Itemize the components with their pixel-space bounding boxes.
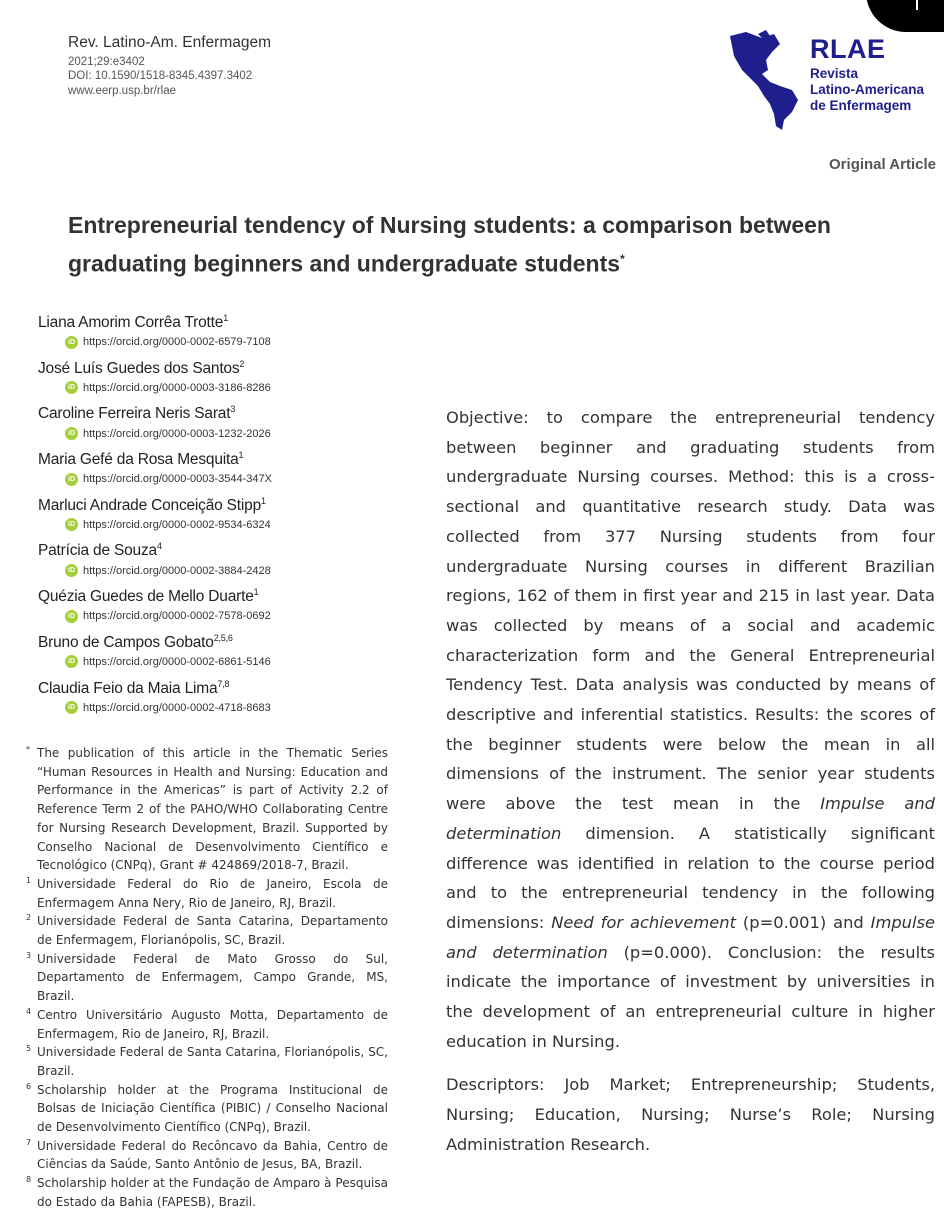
abstract-text xyxy=(446,403,935,1056)
abstract-emphasis-2: Need for achievement xyxy=(551,912,736,932)
footnote xyxy=(26,1006,388,1043)
author-entry xyxy=(38,674,418,720)
orcid-row xyxy=(65,333,418,351)
footnote-mark: 6 xyxy=(26,1081,32,1091)
footnote-mark: 1 xyxy=(26,875,32,885)
orcid-row xyxy=(65,470,418,488)
footnote-text: Universidade Federal de Mato Grosso do Sul, Departamento de Enfermagem, Campo Grande, MS, Brazil. xyxy=(37,951,388,1004)
descriptors: Descriptors: Job Market; Entrepreneurship; Students, Nursing; Education, Nursing; Nurse’s Role; Nursing Administration Research. xyxy=(446,1075,935,1154)
orcid-row xyxy=(65,425,418,443)
footnote-text: Universidade Federal do Recôncavo da Bahia, Centro de Ciências da Saúde, Santo Antônio de Jesus, BA, Brazil. xyxy=(37,1138,388,1172)
orcid-link[interactable]: https://orcid.org/0000-0003-1232-2026 xyxy=(83,427,271,440)
abstract-emphasis-3: Impulse and determination xyxy=(446,912,935,962)
orcid-icon: iD xyxy=(65,381,78,394)
author-name xyxy=(38,445,418,470)
author-entry xyxy=(38,536,418,582)
logo-abbreviation: RLAE xyxy=(810,34,886,64)
journal-url: www.eerp.usp.br/rlae xyxy=(68,85,177,98)
orcid-row xyxy=(65,607,418,625)
author-affiliation-mark: 2,5,6 xyxy=(213,632,233,643)
orcid-icon: iD xyxy=(65,610,78,623)
article-type: Original Article xyxy=(829,156,936,173)
logo-line-1: Revista xyxy=(810,66,859,81)
author-name-text: Maria Gefé da Rosa Mesquita xyxy=(38,451,239,469)
abstract-part-2: dimension. A statistically significant difference was identified in relation to the course period and to the entrepreneurial tendency in the following dimensions: xyxy=(446,823,935,932)
abstract-part-1: Objective: to compare the entrepreneurial tendency between beginner and graduating students from undergraduate Nursing courses. Method: this is a cross-sectional and quantitative research study. Data was collected from 377 Nursing students from four undergraduate Nursing courses in different Brazilian regions, 162 of them in first year and 215 in last year. Data was collected by means of a social and academic characterization form and the General Entrepreneurial Tendency Test. Data analysis was conducted by means of descriptive and inferential statistics. Results: the scores of the beginner students were below the mean in all dimensions of the instrument. The senior year students were above the test mean in the xyxy=(446,408,935,814)
footnote-mark: 2 xyxy=(26,913,32,923)
abstract-part-4: (p=0.000). Conclusion: the results indicate the importance of investment by universities in the development of an entrepreneurial culture in higher education in Nursing. xyxy=(446,942,935,1051)
author-affiliation-mark: 1 xyxy=(238,450,244,461)
author-affiliation-mark: 2 xyxy=(239,358,245,369)
author-name xyxy=(38,491,418,516)
author-affiliation-mark: 1 xyxy=(223,313,228,323)
author-entry xyxy=(38,354,418,400)
abstract xyxy=(446,403,935,1160)
footnote-mark: 7 xyxy=(26,1137,32,1147)
footnote-text: Centro Universitário Augusto Motta, Departamento de Enfermagem, Rio de Janeiro, RJ, Brazil. xyxy=(37,1007,388,1041)
footnote-text: Universidade Federal de Santa Catarina, Departamento de Enfermagem, Florianópolis, SC, Brazil. xyxy=(37,914,388,948)
author-affiliation-mark: 1 xyxy=(261,495,266,506)
footnote xyxy=(26,912,388,949)
footnote xyxy=(26,1137,388,1174)
logo-line-3: de Enfermagem xyxy=(810,98,912,113)
title-text: Entrepreneurial tendency of Nursing students: a comparison between graduating beginners and undergraduate students xyxy=(68,212,831,277)
americas-map-icon xyxy=(728,30,818,130)
orcid-link[interactable]: https://orcid.org/0000-0002-7578-0692 xyxy=(83,610,271,623)
footnote-mark: 3 xyxy=(26,950,32,960)
orcid-row xyxy=(65,379,418,397)
orcid-link[interactable]: https://orcid.org/0000-0002-6861-5146 xyxy=(83,655,271,668)
author-affiliation-mark: 7,8 xyxy=(217,678,230,689)
author-name xyxy=(38,674,418,699)
corner-tab xyxy=(866,0,944,32)
author-name xyxy=(38,354,418,379)
orcid-row xyxy=(65,699,418,717)
orcid-icon: iD xyxy=(65,336,78,349)
footnote xyxy=(26,875,388,912)
journal-name: Rev. Latino-Am. Enfermagem xyxy=(68,34,272,51)
article-title xyxy=(68,208,918,281)
orcid-link[interactable]: https://orcid.org/0000-0003-3544-347X xyxy=(83,473,272,486)
doi: DOI: 10.1590/1518-8345.4397.3402 xyxy=(68,70,253,83)
footnote-mark: 5 xyxy=(26,1044,32,1054)
author-name-text: José Luís Guedes dos Santos xyxy=(38,359,240,377)
footnote xyxy=(26,1043,388,1080)
orcid-icon: iD xyxy=(65,564,78,577)
abstract-part-3: (p=0.001) and xyxy=(736,912,871,932)
orcid-icon: iD xyxy=(65,655,78,668)
abstract-emphasis-1: Impulse and determination xyxy=(446,794,935,843)
footnote-text: Scholarship holder at the Programa Institucional de Bolsas de Iniciação Científica (PIBIC) / Conselho Nacional de Desenvolvimento Científico (CNPq), Brazil. xyxy=(37,1082,388,1135)
footnote-text: Universidade Federal de Santa Catarina, Florianópolis, SC, Brazil. xyxy=(37,1045,388,1078)
author-name xyxy=(38,308,418,333)
footnote-text: Scholarship holder at the Fundação de Amparo à Pesquisa do Estado da Bahia (FAPESB), Brazil. xyxy=(37,1176,388,1209)
footnote-text: The publication of this article in the Thematic Series “Human Resources in Health and Nursing: Education and Performance in the Americas” is part of Activity 2.2 of Reference Term 2 of the PAHO/WHO Collaborating Centre for Nursing Research Development, Brazil. Supported by Conselho Nacional de Desenvolvimento Científico e Tecnológico (CNPq), Grant # 424869/2018-7, Brazil. xyxy=(37,746,388,873)
orcid-icon: iD xyxy=(65,518,78,531)
orcid-link[interactable]: https://orcid.org/0000-0002-4718-8683 xyxy=(83,701,271,714)
orcid-link[interactable]: https://orcid.org/0000-0002-6579-7108 xyxy=(83,336,271,349)
journal-year-ref: 2021;29:e3402 xyxy=(68,55,145,68)
footnotes xyxy=(26,744,388,1212)
footnote xyxy=(26,1174,388,1211)
author-name xyxy=(38,536,418,561)
author-name-text: Bruno de Campos Gobato xyxy=(38,633,214,651)
footnote xyxy=(26,1081,388,1137)
author-name xyxy=(38,628,418,653)
logo-line-2: Latino-Americana xyxy=(810,82,925,97)
author-entry xyxy=(38,491,418,537)
journal-logo xyxy=(728,30,938,130)
author-entry xyxy=(38,628,418,674)
orcid-row xyxy=(65,653,418,671)
orcid-row xyxy=(65,516,418,534)
author-name xyxy=(38,582,418,607)
author-name-text: Patrícia de Souza xyxy=(38,542,157,560)
orcid-icon: iD xyxy=(65,427,78,440)
orcid-icon: iD xyxy=(65,473,78,486)
author-name xyxy=(38,399,418,424)
author-entry xyxy=(38,582,418,628)
author-name-text: Quézia Guedes de Mello Duarte xyxy=(38,588,254,606)
author-name-text: Claudia Feio da Maia Lima xyxy=(38,679,218,697)
author-entry xyxy=(38,308,418,354)
orcid-link[interactable]: https://orcid.org/0000-0002-9534-6324 xyxy=(83,518,271,531)
footnote-mark: * xyxy=(26,745,30,754)
journal-header xyxy=(68,34,271,99)
author-entry xyxy=(38,445,418,491)
orcid-link[interactable]: https://orcid.org/0000-0003-3186-8286 xyxy=(83,381,271,394)
footnote-text: Universidade Federal do Rio de Janeiro, Escola de Enfermagem Anna Nery, Rio de Janeiro, RJ, Brazil. xyxy=(37,876,388,910)
author-list xyxy=(38,308,418,719)
orcid-icon: iD xyxy=(65,701,78,714)
author-affiliation-mark: 4 xyxy=(156,541,162,552)
footnote-mark: 8 xyxy=(26,1175,32,1185)
author-entry xyxy=(38,399,418,445)
author-affiliation-mark: 1 xyxy=(253,587,259,598)
author-name-text: Caroline Ferreira Neris Sarat xyxy=(38,405,231,423)
orcid-link[interactable]: https://orcid.org/0000-0002-3884-2428 xyxy=(83,564,271,577)
footnote xyxy=(26,950,388,1006)
author-name-text: Marluci Andrade Conceição Stipp xyxy=(38,496,261,514)
footnote xyxy=(26,744,388,875)
title-footnote-mark: * xyxy=(620,252,625,266)
orcid-row xyxy=(65,562,418,580)
author-affiliation-mark: 3 xyxy=(230,404,236,415)
footnote-mark: 4 xyxy=(26,1006,32,1016)
author-name-text: Liana Amorim Corrêa Trotte xyxy=(38,314,224,332)
